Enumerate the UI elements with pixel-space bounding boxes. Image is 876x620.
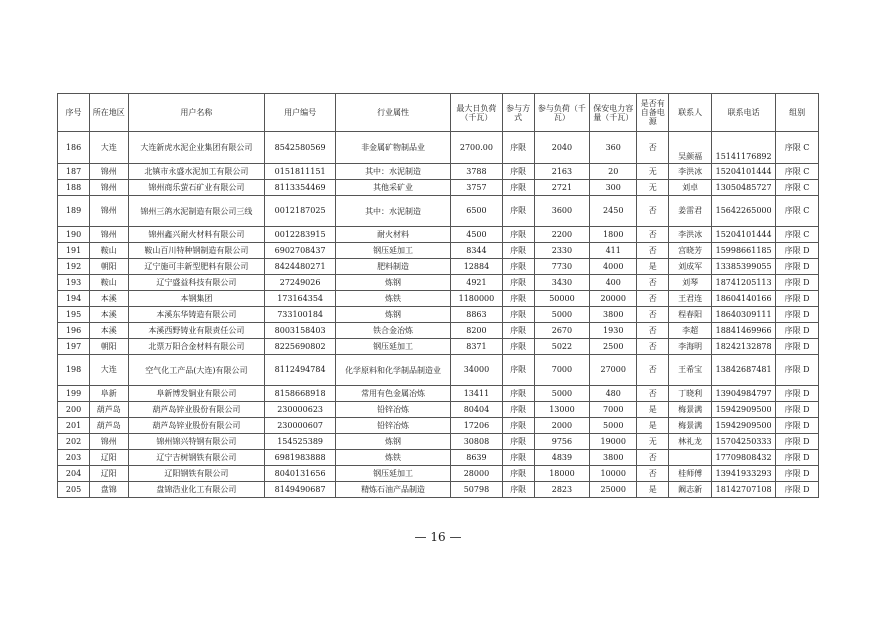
participation-mode-cell: 序限 <box>502 291 534 307</box>
security-power-capacity-cell: 360 <box>590 132 637 164</box>
group-cell: 序限 D <box>776 402 819 418</box>
table-row <box>58 482 819 498</box>
contact-person-cell <box>669 450 712 466</box>
user-id-cell: 0012187025 <box>265 196 336 227</box>
user-name-cell: 锦州鑫兴耐火材料有限公司 <box>128 227 265 243</box>
participation-mode-cell: 序限 <box>502 355 534 386</box>
industry-cell: 铅锌冶炼 <box>335 418 450 434</box>
row-index-cell: 198 <box>58 355 90 386</box>
industry-cell: 肥料制造 <box>335 259 450 275</box>
industry-cell: 炼钢 <box>335 275 450 291</box>
security-power-capacity-cell: 1800 <box>590 227 637 243</box>
participation-mode-cell: 序限 <box>502 450 534 466</box>
table-row <box>58 339 819 355</box>
user-name-cell: 本溪西野铸业有限责任公司 <box>128 323 265 339</box>
security-power-capacity-cell: 400 <box>590 275 637 291</box>
contact-phone-cell: 13842687481 <box>712 355 776 386</box>
contact-phone-cell: 18604140166 <box>712 291 776 307</box>
self-power-source-cell: 否 <box>637 243 669 259</box>
participation-mode-cell: 序限 <box>502 180 534 196</box>
region-cell: 鞍山 <box>90 243 128 259</box>
self-power-source-cell: 否 <box>637 196 669 227</box>
participation-mode-cell: 序限 <box>502 386 534 402</box>
participation-mode-cell: 序限 <box>502 307 534 323</box>
participation-load-cell: 7000 <box>534 355 590 386</box>
user-load-table <box>57 93 819 498</box>
participation-load-cell: 2000 <box>534 418 590 434</box>
security-power-capacity-cell: 1930 <box>590 323 637 339</box>
user-name-cell: 辽阳钢铁有限公司 <box>128 466 265 482</box>
participation-load-cell: 2823 <box>534 482 590 498</box>
participation-load-cell: 5000 <box>534 386 590 402</box>
table-row <box>58 386 819 402</box>
header-cell: 联系电话 <box>712 94 776 132</box>
security-power-capacity-cell: 7000 <box>590 402 637 418</box>
row-index-cell: 193 <box>58 275 90 291</box>
group-cell: 序限 D <box>776 355 819 386</box>
max-daily-load-cell: 12884 <box>451 259 502 275</box>
contact-phone-cell: 15942909500 <box>712 402 776 418</box>
row-index-cell: 199 <box>58 386 90 402</box>
participation-load-cell: 5000 <box>534 307 590 323</box>
group-cell: 序限 C <box>776 227 819 243</box>
security-power-capacity-cell: 10000 <box>590 466 637 482</box>
row-index-cell: 186 <box>58 132 90 164</box>
header-cell: 组别 <box>776 94 819 132</box>
user-name-cell: 空气化工产品(大连)有限公司 <box>128 355 265 386</box>
group-cell: 序限 D <box>776 418 819 434</box>
self-power-source-cell: 否 <box>637 339 669 355</box>
user-id-cell: 6902708437 <box>265 243 336 259</box>
user-name-cell: 北镇市永盛水泥加工有限公司 <box>128 164 265 180</box>
header-cell: 最大日负荷（千瓦） <box>451 94 502 132</box>
security-power-capacity-cell: 2500 <box>590 339 637 355</box>
security-power-capacity-cell: 25000 <box>590 482 637 498</box>
max-daily-load-cell: 8200 <box>451 323 502 339</box>
row-index-cell: 201 <box>58 418 90 434</box>
group-cell: 序限 D <box>776 275 819 291</box>
industry-cell: 非金属矿物制品业 <box>335 132 450 164</box>
max-daily-load-cell: 4500 <box>451 227 502 243</box>
industry-cell: 其中：水泥制造 <box>335 164 450 180</box>
region-cell: 盘锦 <box>90 482 128 498</box>
industry-cell: 炼铁 <box>335 450 450 466</box>
participation-mode-cell: 序限 <box>502 243 534 259</box>
region-cell: 锦州 <box>90 227 128 243</box>
table-row <box>58 132 819 164</box>
group-cell: 序限 D <box>776 243 819 259</box>
industry-cell: 铅锌冶炼 <box>335 402 450 418</box>
user-name-cell: 葫芦岛锌业股份有限公司 <box>128 418 265 434</box>
industry-cell: 炼钢 <box>335 307 450 323</box>
region-cell: 锦州 <box>90 196 128 227</box>
max-daily-load-cell: 28000 <box>451 466 502 482</box>
participation-mode-cell: 序限 <box>502 164 534 180</box>
user-id-cell: 733100184 <box>265 307 336 323</box>
contact-phone-cell: 13050485727 <box>712 180 776 196</box>
table-header-row <box>58 94 819 132</box>
contact-phone-cell: 13904984797 <box>712 386 776 402</box>
contact-person-cell: 梅景满 <box>669 418 712 434</box>
table-row <box>58 466 819 482</box>
contact-person-cell: 阚志新 <box>669 482 712 498</box>
table-row <box>58 418 819 434</box>
row-index-cell: 204 <box>58 466 90 482</box>
user-id-cell: 154525389 <box>265 434 336 450</box>
group-cell: 序限 D <box>776 466 819 482</box>
header-cell: 行业属性 <box>335 94 450 132</box>
table-row <box>58 291 819 307</box>
row-index-cell: 188 <box>58 180 90 196</box>
self-power-source-cell: 无 <box>637 434 669 450</box>
participation-load-cell: 5022 <box>534 339 590 355</box>
max-daily-load-cell: 8371 <box>451 339 502 355</box>
user-id-cell: 0012283915 <box>265 227 336 243</box>
region-cell: 辽阳 <box>90 466 128 482</box>
security-power-capacity-cell: 300 <box>590 180 637 196</box>
contact-phone-cell: 15642265000 <box>712 196 776 227</box>
security-power-capacity-cell: 480 <box>590 386 637 402</box>
region-cell: 辽阳 <box>90 450 128 466</box>
self-power-source-cell: 否 <box>637 386 669 402</box>
user-id-cell: 230000623 <box>265 402 336 418</box>
max-daily-load-cell: 13411 <box>451 386 502 402</box>
table-row <box>58 323 819 339</box>
header-cell: 用户名称 <box>128 94 265 132</box>
contact-phone-cell: 15998661185 <box>712 243 776 259</box>
self-power-source-cell: 无 <box>637 180 669 196</box>
contact-phone-cell: 15942909500 <box>712 418 776 434</box>
max-daily-load-cell: 34000 <box>451 355 502 386</box>
page-number: — 16 — <box>414 530 462 544</box>
industry-cell: 炼钢 <box>335 434 450 450</box>
group-cell: 序限 D <box>776 323 819 339</box>
row-index-cell: 191 <box>58 243 90 259</box>
user-id-cell: 8003158403 <box>265 323 336 339</box>
contact-phone-cell: 15204101444 <box>712 164 776 180</box>
header-cell: 是否有自备电源 <box>637 94 669 132</box>
participation-mode-cell: 序限 <box>502 434 534 450</box>
user-name-cell: 锦州商乐萤石矿业有限公司 <box>128 180 265 196</box>
contact-person-cell: 吴颜福 <box>669 132 712 164</box>
contact-phone-cell: 18640309111 <box>712 307 776 323</box>
region-cell: 大连 <box>90 355 128 386</box>
contact-phone-cell: 18242132878 <box>712 339 776 355</box>
header-cell: 参与负荷（千瓦） <box>534 94 590 132</box>
contact-person-cell: 姜雷君 <box>669 196 712 227</box>
user-id-cell: 8040131656 <box>265 466 336 482</box>
participation-mode-cell: 序限 <box>502 259 534 275</box>
security-power-capacity-cell: 411 <box>590 243 637 259</box>
contact-phone-cell: 15704250333 <box>712 434 776 450</box>
participation-load-cell: 2670 <box>534 323 590 339</box>
self-power-source-cell: 是 <box>637 259 669 275</box>
max-daily-load-cell: 3788 <box>451 164 502 180</box>
group-cell: 序限 C <box>776 196 819 227</box>
max-daily-load-cell: 17206 <box>451 418 502 434</box>
header-cell: 序号 <box>58 94 90 132</box>
row-index-cell: 195 <box>58 307 90 323</box>
row-index-cell: 196 <box>58 323 90 339</box>
user-name-cell: 大连新虎水泥企业集团有限公司 <box>128 132 265 164</box>
participation-mode-cell: 序限 <box>502 466 534 482</box>
contact-phone-cell: 13385399055 <box>712 259 776 275</box>
user-name-cell: 辽宁吉树钢铁有限公司 <box>128 450 265 466</box>
self-power-source-cell: 否 <box>637 450 669 466</box>
max-daily-load-cell: 4921 <box>451 275 502 291</box>
participation-load-cell: 2163 <box>534 164 590 180</box>
max-daily-load-cell: 2700.00 <box>451 132 502 164</box>
self-power-source-cell: 是 <box>637 418 669 434</box>
group-cell: 序限 D <box>776 434 819 450</box>
group-cell: 序限 D <box>776 339 819 355</box>
region-cell: 锦州 <box>90 434 128 450</box>
contact-person-cell: 刘成军 <box>669 259 712 275</box>
contact-phone-cell: 15204101444 <box>712 227 776 243</box>
participation-mode-cell: 序限 <box>502 132 534 164</box>
industry-cell: 钢压延加工 <box>335 466 450 482</box>
contact-person-cell: 刘卓 <box>669 180 712 196</box>
participation-load-cell: 50000 <box>534 291 590 307</box>
self-power-source-cell: 否 <box>637 291 669 307</box>
self-power-source-cell: 否 <box>637 323 669 339</box>
contact-person-cell: 李超 <box>669 323 712 339</box>
user-id-cell: 230000607 <box>265 418 336 434</box>
max-daily-load-cell: 6500 <box>451 196 502 227</box>
user-name-cell: 葫芦岛锌业股份有限公司 <box>128 402 265 418</box>
contact-person-cell: 李海明 <box>669 339 712 355</box>
region-cell: 葫芦岛 <box>90 402 128 418</box>
header-cell: 联系人 <box>669 94 712 132</box>
contact-phone-cell: 18741205113 <box>712 275 776 291</box>
group-cell: 序限 C <box>776 164 819 180</box>
region-cell: 朝阳 <box>90 339 128 355</box>
group-cell: 序限 D <box>776 482 819 498</box>
participation-load-cell: 2330 <box>534 243 590 259</box>
user-id-cell: 8149490687 <box>265 482 336 498</box>
group-cell: 序限 C <box>776 180 819 196</box>
self-power-source-cell: 是 <box>637 402 669 418</box>
user-name-cell: 辽宁盛益科技有限公司 <box>128 275 265 291</box>
row-index-cell: 202 <box>58 434 90 450</box>
industry-cell: 钢压延加工 <box>335 243 450 259</box>
participation-mode-cell: 序限 <box>502 227 534 243</box>
user-name-cell: 鞍山百川特种钢制造有限公司 <box>128 243 265 259</box>
group-cell: 序限 D <box>776 291 819 307</box>
region-cell: 大连 <box>90 132 128 164</box>
row-index-cell: 203 <box>58 450 90 466</box>
participation-mode-cell: 序限 <box>502 418 534 434</box>
contact-phone-cell: 18841469966 <box>712 323 776 339</box>
row-index-cell: 197 <box>58 339 90 355</box>
region-cell: 锦州 <box>90 180 128 196</box>
user-id-cell: 27249026 <box>265 275 336 291</box>
self-power-source-cell: 否 <box>637 307 669 323</box>
region-cell: 本溪 <box>90 307 128 323</box>
user-id-cell: 8112494784 <box>265 355 336 386</box>
contact-person-cell: 王君连 <box>669 291 712 307</box>
max-daily-load-cell: 3757 <box>451 180 502 196</box>
security-power-capacity-cell: 20 <box>590 164 637 180</box>
table-row <box>58 355 819 386</box>
self-power-source-cell: 否 <box>637 275 669 291</box>
industry-cell: 精炼石油产品制造 <box>335 482 450 498</box>
header-cell: 保安电力容量（千瓦） <box>590 94 637 132</box>
contact-person-cell: 王希宝 <box>669 355 712 386</box>
self-power-source-cell: 否 <box>637 355 669 386</box>
contact-person-cell: 李洪冰 <box>669 227 712 243</box>
industry-cell: 钢压延加工 <box>335 339 450 355</box>
header-cell: 参与方式 <box>502 94 534 132</box>
max-daily-load-cell: 8639 <box>451 450 502 466</box>
participation-mode-cell: 序限 <box>502 402 534 418</box>
header-cell: 所在地区 <box>90 94 128 132</box>
region-cell: 朝阳 <box>90 259 128 275</box>
table-row <box>58 180 819 196</box>
participation-load-cell: 3600 <box>534 196 590 227</box>
contact-phone-cell: 17709808432 <box>712 450 776 466</box>
user-name-cell: 阜新博发铜业有限公司 <box>128 386 265 402</box>
participation-load-cell: 2200 <box>534 227 590 243</box>
region-cell: 阜新 <box>90 386 128 402</box>
table-row <box>58 275 819 291</box>
user-id-cell: 6981983888 <box>265 450 336 466</box>
security-power-capacity-cell: 3800 <box>590 450 637 466</box>
self-power-source-cell: 无 <box>637 164 669 180</box>
user-name-cell: 本钢集团 <box>128 291 265 307</box>
self-power-source-cell: 否 <box>637 466 669 482</box>
contact-person-cell: 林礼龙 <box>669 434 712 450</box>
participation-load-cell: 7730 <box>534 259 590 275</box>
industry-cell: 铁合金冶炼 <box>335 323 450 339</box>
industry-cell: 其中：水泥制造 <box>335 196 450 227</box>
contact-person-cell: 丁晓利 <box>669 386 712 402</box>
self-power-source-cell: 是 <box>637 482 669 498</box>
contact-person-cell: 桂师傅 <box>669 466 712 482</box>
user-name-cell: 锦州三鸽水泥制造有限公司三线 <box>128 196 265 227</box>
participation-load-cell: 9756 <box>534 434 590 450</box>
max-daily-load-cell: 8863 <box>451 307 502 323</box>
group-cell: 序限 D <box>776 307 819 323</box>
industry-cell: 化学原料和化学制品制造业 <box>335 355 450 386</box>
industry-cell: 耐火材料 <box>335 227 450 243</box>
security-power-capacity-cell: 19000 <box>590 434 637 450</box>
contact-phone-cell: 15141176892 <box>712 132 776 164</box>
max-daily-load-cell: 30808 <box>451 434 502 450</box>
user-name-cell: 锦州锦兴特钢有限公司 <box>128 434 265 450</box>
user-name-cell: 辽宁施可丰新型肥料有限公司 <box>128 259 265 275</box>
max-daily-load-cell: 80404 <box>451 402 502 418</box>
row-index-cell: 190 <box>58 227 90 243</box>
table-body <box>58 132 819 498</box>
region-cell: 鞍山 <box>90 275 128 291</box>
table-row <box>58 402 819 418</box>
user-id-cell: 8225690802 <box>265 339 336 355</box>
row-index-cell: 192 <box>58 259 90 275</box>
industry-cell: 炼铁 <box>335 291 450 307</box>
participation-load-cell: 18000 <box>534 466 590 482</box>
user-id-cell: 8542580569 <box>265 132 336 164</box>
security-power-capacity-cell: 2450 <box>590 196 637 227</box>
row-index-cell: 189 <box>58 196 90 227</box>
row-index-cell: 205 <box>58 482 90 498</box>
participation-load-cell: 4839 <box>534 450 590 466</box>
table-row <box>58 434 819 450</box>
contact-phone-cell: 13941933293 <box>712 466 776 482</box>
group-cell: 序限 D <box>776 259 819 275</box>
table-row <box>58 259 819 275</box>
region-cell: 葫芦岛 <box>90 418 128 434</box>
participation-mode-cell: 序限 <box>502 323 534 339</box>
participation-load-cell: 2721 <box>534 180 590 196</box>
user-name-cell: 北票万阳合金材料有限公司 <box>128 339 265 355</box>
user-name-cell: 本溪东华铸造有限公司 <box>128 307 265 323</box>
contact-phone-cell: 18142707108 <box>712 482 776 498</box>
participation-mode-cell: 序限 <box>502 196 534 227</box>
contact-person-cell: 宫晓芳 <box>669 243 712 259</box>
max-daily-load-cell: 1180000 <box>451 291 502 307</box>
table-row <box>58 307 819 323</box>
security-power-capacity-cell: 20000 <box>590 291 637 307</box>
contact-person-cell: 李洪冰 <box>669 164 712 180</box>
user-id-cell: 8158668918 <box>265 386 336 402</box>
participation-mode-cell: 序限 <box>502 482 534 498</box>
header-cell: 用户编号 <box>265 94 336 132</box>
participation-mode-cell: 序限 <box>502 339 534 355</box>
industry-cell: 常用有色金属冶炼 <box>335 386 450 402</box>
group-cell: 序限 C <box>776 132 819 164</box>
row-index-cell: 187 <box>58 164 90 180</box>
security-power-capacity-cell: 4000 <box>590 259 637 275</box>
region-cell: 本溪 <box>90 291 128 307</box>
contact-person-cell: 刘琴 <box>669 275 712 291</box>
user-name-cell: 盘锦浩业化工有限公司 <box>128 482 265 498</box>
self-power-source-cell: 否 <box>637 132 669 164</box>
security-power-capacity-cell: 27000 <box>590 355 637 386</box>
table-row <box>58 227 819 243</box>
security-power-capacity-cell: 3800 <box>590 307 637 323</box>
region-cell: 锦州 <box>90 164 128 180</box>
security-power-capacity-cell: 5000 <box>590 418 637 434</box>
table-row <box>58 164 819 180</box>
self-power-source-cell: 否 <box>637 227 669 243</box>
row-index-cell: 194 <box>58 291 90 307</box>
max-daily-load-cell: 8344 <box>451 243 502 259</box>
contact-person-cell: 程春阳 <box>669 307 712 323</box>
table-row <box>58 450 819 466</box>
table-row <box>58 196 819 227</box>
user-id-cell: 8424480271 <box>265 259 336 275</box>
industry-cell: 其他采矿业 <box>335 180 450 196</box>
contact-person-cell: 梅景满 <box>669 402 712 418</box>
max-daily-load-cell: 50798 <box>451 482 502 498</box>
row-index-cell: 200 <box>58 402 90 418</box>
table-row <box>58 243 819 259</box>
user-id-cell: 173164354 <box>265 291 336 307</box>
region-cell: 本溪 <box>90 323 128 339</box>
participation-load-cell: 13000 <box>534 402 590 418</box>
participation-load-cell: 2040 <box>534 132 590 164</box>
participation-mode-cell: 序限 <box>502 275 534 291</box>
group-cell: 序限 D <box>776 450 819 466</box>
user-id-cell: 0151811151 <box>265 164 336 180</box>
group-cell: 序限 D <box>776 386 819 402</box>
participation-load-cell: 3430 <box>534 275 590 291</box>
user-id-cell: 8113354469 <box>265 180 336 196</box>
